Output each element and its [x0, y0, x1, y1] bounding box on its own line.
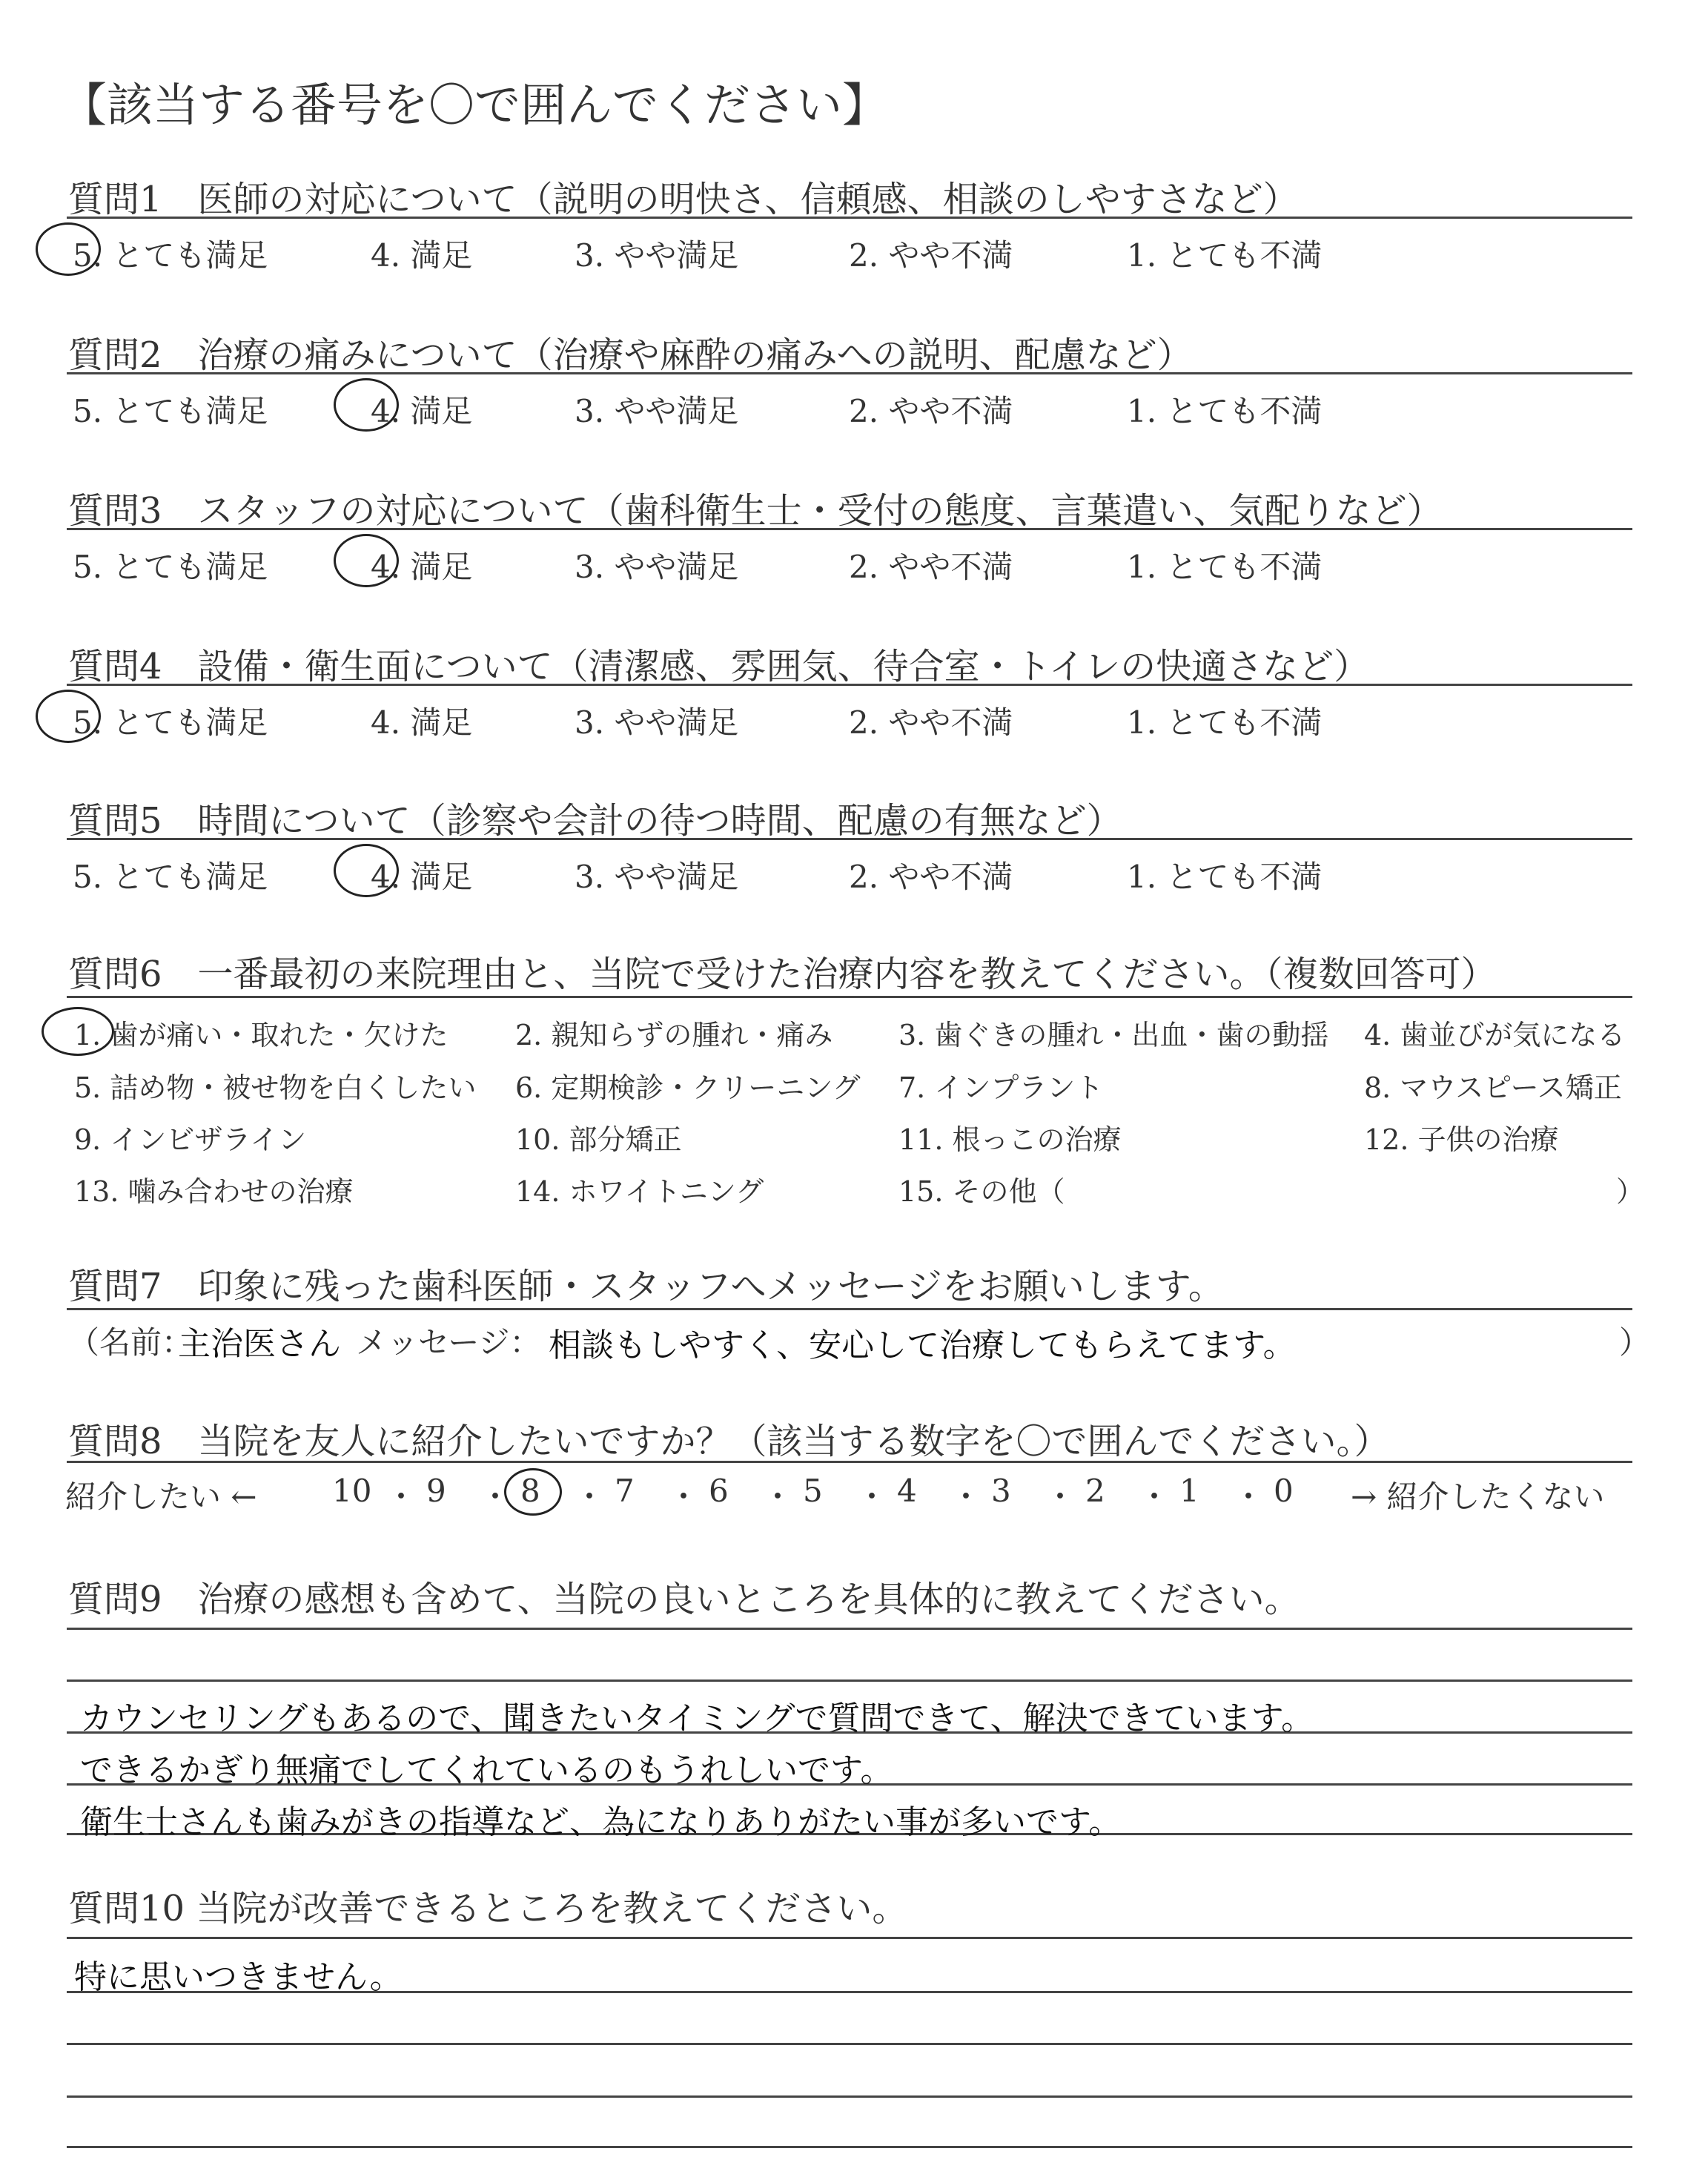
q6-option-5[interactable]: 5. 詰め物・被せ物を白くしたい	[74, 1071, 477, 1104]
q6-option-14[interactable]: 14. ホワイトニング	[515, 1175, 764, 1208]
q6-option-2[interactable]: 2. 親知らずの腫れ・痛み	[515, 1019, 833, 1051]
q6-option-13[interactable]: 13. 噛み合わせの治療	[74, 1175, 354, 1208]
q6-option-6[interactable]: 6. 定期検診・クリーニング	[515, 1071, 861, 1104]
q8-left-label: 紹介したい ←	[65, 1479, 257, 1515]
q6-option-4[interactable]: 4. 歯並びが気になる	[1364, 1019, 1626, 1051]
q8-scale-separator: ・	[1233, 1479, 1265, 1515]
q4-choice-3[interactable]: 3. やや満足	[575, 704, 739, 741]
q8-scale-8[interactable]: 8	[520, 1473, 540, 1509]
q5-selection-circle	[334, 844, 399, 897]
q6-other-close-paren: ）	[1616, 1175, 1645, 1208]
q5-heading: 質問5 時間について（診察や会計の待つ時間、配慮の有無など）	[68, 800, 1122, 842]
q7-message-value[interactable]: 相談もしやすく、安心して治療してもらえてます。	[549, 1327, 1296, 1364]
q6-heading: 質問6 一番最初の来院理由と、当院で受けた治療内容を教えてください。（複数回答可）	[68, 954, 1497, 995]
q8-scale-separator: ・	[856, 1479, 888, 1515]
q8-heading: 質問8 当院を友人に紹介したいですか？（該当する数字を〇で囲んでください。）	[68, 1421, 1390, 1462]
q8-scale-2[interactable]: 2	[1085, 1473, 1105, 1509]
q9-answer-rule	[67, 1680, 1632, 1682]
q1-choice-4[interactable]: 4. 満足	[371, 237, 473, 274]
q5-choice-3[interactable]: 3. やや満足	[575, 859, 739, 895]
q2-choice-3[interactable]: 3. やや満足	[575, 393, 739, 429]
form-title: 【該当する番号を〇で囲んでください】	[61, 78, 889, 132]
q6-option-15[interactable]: 15. その他（	[898, 1175, 1065, 1208]
q3-choice-5[interactable]: 5. とても満足	[73, 549, 268, 585]
q4-choice-2[interactable]: 2. やや不満	[849, 704, 1013, 741]
q3-choice-2[interactable]: 2. やや不満	[849, 549, 1013, 585]
q9-answer-rule	[67, 1628, 1632, 1630]
q5-choice-5[interactable]: 5. とても満足	[73, 859, 268, 895]
q3-rule	[67, 528, 1632, 530]
q3-heading: 質問3 スタッフの対応について（歯科衛生士・受付の態度、言葉遣い、気配りなど）	[68, 490, 1443, 532]
q8-right-label: → 紹介したくない	[1351, 1479, 1605, 1515]
q10-heading: 質問10 当院が改善できるところを教えてください。	[68, 1888, 908, 1929]
q8-scale-separator: ・	[1045, 1479, 1076, 1515]
q9-answer-line-3[interactable]: 衛生士さんも歯みがきの指導など、為になりありがたい事が多いです。	[80, 1803, 1122, 1841]
q8-scale-separator: ・	[1139, 1479, 1171, 1515]
q8-scale-0[interactable]: 0	[1274, 1473, 1294, 1509]
q5-choice-2[interactable]: 2. やや不満	[849, 859, 1013, 895]
q8-scale-separator: ・	[762, 1479, 794, 1515]
q1-selection-circle	[36, 222, 101, 276]
q8-scale-separator: ・	[668, 1479, 700, 1515]
q2-choice-5[interactable]: 5. とても満足	[73, 393, 268, 429]
q2-choice-2[interactable]: 2. やや不満	[849, 393, 1013, 429]
q8-scale-1[interactable]: 1	[1179, 1473, 1199, 1509]
q7-heading: 質問7 印象に残った歯科医師・スタッフへメッセージをお願いします。	[68, 1266, 1224, 1307]
q4-choice-5[interactable]: 5. とても満足	[73, 704, 268, 741]
q8-scale-3[interactable]: 3	[991, 1473, 1011, 1509]
q1-choice-5[interactable]: 5. とても満足	[73, 237, 268, 274]
q7-message-label: メッセージ：	[356, 1324, 541, 1361]
q1-heading: 質問1 医師の対応について（説明の明快さ、信頼感、相談のしやすさなど）	[68, 179, 1299, 220]
q6-option-7[interactable]: 7. インプラント	[898, 1071, 1104, 1104]
q6-option-3[interactable]: 3. 歯ぐきの腫れ・出血・歯の動揺	[898, 1019, 1329, 1051]
q4-rule	[67, 684, 1632, 686]
q2-rule	[67, 372, 1632, 374]
q3-choice-1[interactable]: 1. とても不満	[1127, 549, 1323, 585]
q9-answer-line-2[interactable]: できるかぎり無痛でしてくれているのもうれしいです。	[80, 1751, 893, 1789]
q5-rule	[67, 838, 1632, 840]
q8-scale-5[interactable]: 5	[803, 1473, 823, 1509]
q10-answer-rule	[67, 2095, 1632, 2098]
q8-scale-separator: ・	[574, 1479, 606, 1515]
q6-option-1[interactable]: 1. 歯が痛い・取れた・欠けた	[74, 1019, 448, 1051]
q6-option-9[interactable]: 9. インビザライン	[74, 1123, 307, 1156]
q8-rule	[67, 1461, 1632, 1463]
q8-scale-separator: ・	[385, 1479, 417, 1515]
q4-heading: 質問4 設備・衛生面について（清潔感、雰囲気、待合室・トイレの快適さなど）	[68, 646, 1370, 687]
q5-choice-4[interactable]: 4. 満足	[371, 859, 473, 895]
q6-selection-circle	[42, 1007, 114, 1056]
q6-option-12[interactable]: 12. 子供の治療	[1364, 1123, 1559, 1156]
q8-scale-4[interactable]: 4	[897, 1473, 917, 1509]
q7-close-paren: ）	[1619, 1324, 1651, 1361]
q8-scale-separator: ・	[950, 1479, 982, 1515]
q3-choice-3[interactable]: 3. やや満足	[575, 549, 739, 585]
q7-name-value[interactable]: 主治医さん	[178, 1325, 341, 1363]
q1-choice-2[interactable]: 2. やや不満	[849, 237, 1013, 274]
q4-choice-4[interactable]: 4. 満足	[371, 704, 473, 741]
q1-choice-1[interactable]: 1. とても不満	[1127, 237, 1323, 274]
q8-scale-10[interactable]: 10	[332, 1473, 372, 1509]
q6-option-8[interactable]: 8. マウスピース矯正	[1364, 1071, 1622, 1104]
q10-answer-rule	[67, 2146, 1632, 2148]
q1-rule	[67, 217, 1632, 219]
q8-scale-9[interactable]: 9	[426, 1473, 446, 1509]
q8-scale-6[interactable]: 6	[709, 1473, 729, 1509]
q2-choice-1[interactable]: 1. とても不満	[1127, 393, 1323, 429]
q2-choice-4[interactable]: 4. 満足	[371, 393, 473, 429]
q4-choice-1[interactable]: 1. とても不満	[1127, 704, 1323, 741]
q6-rule	[67, 996, 1632, 998]
q4-selection-circle	[36, 690, 101, 743]
q7-rule	[67, 1308, 1632, 1310]
q3-choice-4[interactable]: 4. 満足	[371, 549, 473, 585]
q9-answer-line-1[interactable]: カウンセリングもあるので、聞きたいタイミングで質問できて、解決できています。	[80, 1700, 1314, 1737]
q8-scale-separator: ・	[480, 1479, 512, 1515]
q1-choice-3[interactable]: 3. やや満足	[575, 237, 739, 274]
q10-answer-rule	[67, 2043, 1632, 2045]
q3-selection-circle	[334, 534, 399, 587]
q5-choice-1[interactable]: 1. とても不満	[1127, 859, 1323, 895]
q2-heading: 質問2 治療の痛みについて（治療や麻酔の痛みへの説明、配慮など）	[68, 334, 1193, 376]
q8-selection-circle	[504, 1468, 562, 1516]
q8-scale-7[interactable]: 7	[615, 1473, 635, 1509]
q6-option-11[interactable]: 11. 根っこの治療	[898, 1123, 1122, 1156]
q9-heading: 質問9 治療の感想も含めて、当院の良いところを具体的に教えてください。	[68, 1579, 1300, 1620]
q10-answer-rule	[67, 1937, 1632, 1939]
q10-answer-line-1[interactable]: 特に思いつきません。	[74, 1958, 403, 1996]
q2-selection-circle	[334, 378, 399, 432]
q6-option-10[interactable]: 10. 部分矯正	[515, 1123, 682, 1156]
q7-name-label: （名前：	[68, 1324, 193, 1361]
